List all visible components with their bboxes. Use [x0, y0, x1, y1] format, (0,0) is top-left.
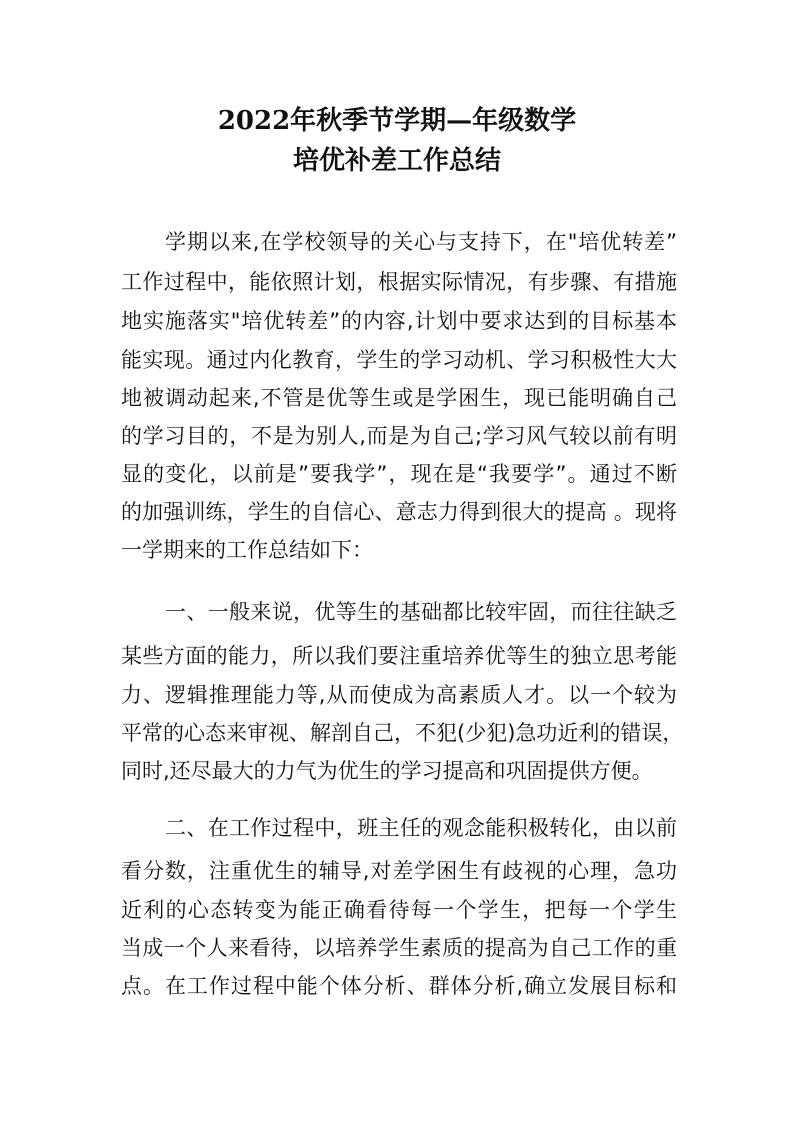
body-line-12: 力、逻辑推理能力等,从而使成为高素质人才。以一个较为	[121, 683, 677, 707]
body-line-3: 地实施落实"培优转差”的内容,计划中要求达到的目标基本	[121, 309, 677, 333]
body-line-7: 显的变化，以前是”要我学”，现在是“我要学”。通过不断	[121, 462, 677, 486]
body-line-9: 一学期来的工作总结如下：	[121, 538, 373, 562]
body-line-5: 地被调动起来,不管是优等生或是学困生，现已能明确自己	[121, 386, 677, 410]
body-line-17: 近利的心态转变为能正确看待每一个学生，把每一个学生	[121, 898, 677, 922]
body-line-2: 工作过程中，能依照计划，根据实际情况，有步骤、有措施	[121, 270, 677, 294]
body-line-11: 某些方面的能力，所以我们要注重培养优等生的独立思考能	[121, 644, 677, 668]
body-line-15: 二、在工作过程中，班主任的观念能积极转化，由以前	[165, 816, 677, 840]
body-line-16: 看分数，注重优生的辅导,对差学困生有歧视的心理，急功	[121, 859, 677, 883]
body-line-13: 平常的心态来审视、解剖自己，不犯(少犯)急功近利的错误，	[121, 721, 684, 745]
document-title-line2: 培优补差工作总结	[292, 146, 501, 176]
body-line-14: 同时,还尽最大的力气为优生的学习提高和巩固提供方便。	[121, 759, 653, 783]
body-line-6: 的学习目的，不是为别人,而是为自己;学习风气较以前有明	[121, 424, 677, 448]
document-title-line1: 2022年秋季节学期—年级数学	[217, 106, 577, 136]
body-line-4: 能实现。通过内化教育，学生的学习动机、学习积极性大大	[121, 348, 677, 372]
body-line-8: 的加强训练，学生的自信心、意志力得到很大的提高 。现将	[121, 500, 677, 524]
body-line-19: 点。在工作过程中能个体分析、群体分析,确立发展目标和	[121, 974, 677, 998]
body-line-10: 一、一般来说，优等生的基础都比较牢固，而往往缺乏	[165, 600, 677, 624]
body-line-1: 学期以来,在学校领导的关心与支持下，在"培优转差”	[165, 230, 677, 254]
body-line-18: 当成一个人来看待，以培养学生素质的提高为自己工作的重	[121, 936, 677, 960]
